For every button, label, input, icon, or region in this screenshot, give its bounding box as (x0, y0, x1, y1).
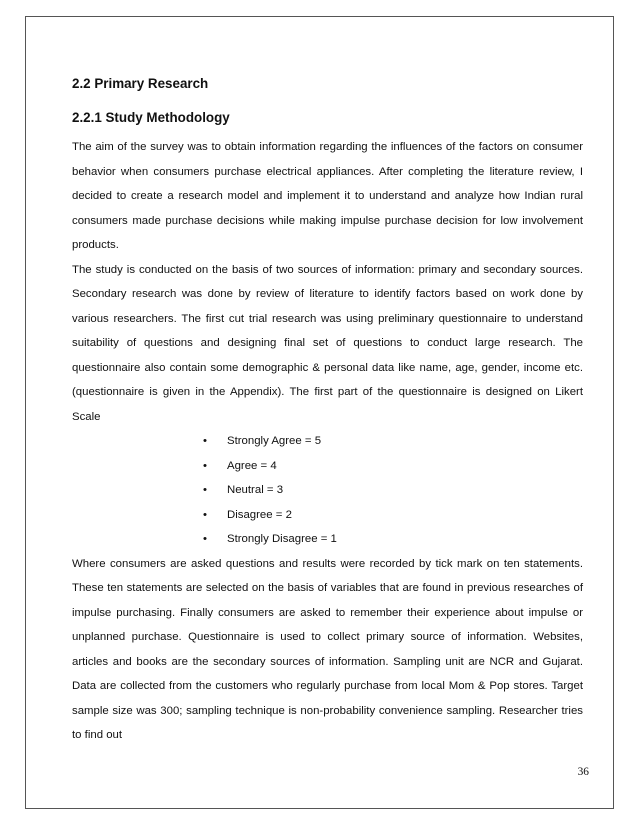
likert-scale-list (72, 429, 583, 552)
paragraph-aim: The aim of the survey was to obtain information regarding the influences of the factors on consumer behavior when consumers purchase electrical appliances. After completing the literature review, I decided to create a research model and implement it to understand and analyze how Indian rural consumers made purchase decisions while making impulse purchase decision for low involvement products. (72, 141, 583, 251)
paragraph-procedure: Where consumers are asked questions and results were recorded by tick mark on ten statements. These ten statements are selected on the basis of variables that are found in previous researches of impulse purchasing. Finally consumers are asked to remember their experience about impulse or unplanned purchase. Questionnaire is used to collect primary source of information. Websites, articles and books are the secondary sources of information. Sampling unit are NCR and Gujarat. Data are collected from the customers who regularly purchase from local Mom & Pop stores. Target sample size was 300; sampling technique is non-probability convenience sampling. Researcher tries to find out (72, 557, 583, 741)
likert-item: • Disagree = 2 (203, 503, 583, 528)
likert-item: • Agree = 4 (203, 454, 583, 479)
paragraph-sources: The study is conducted on the basis of two sources of information: primary and secondary sources. Secondary research was done by review of literature to identify factors based on work done by various researchers. The first cut trial research was using preliminary questionnaire to understand suitability of questions and designing final set of questions to conduct large research. The questionnaire also contain some demographic & personal data like name, age, gender, income etc. (questionnaire is given in the Appendix). The first part of the questionnaire is designed on Likert Scale (72, 263, 583, 423)
document-page (25, 16, 614, 809)
page-content (72, 75, 583, 748)
section-title: 2.2 Primary Research (72, 76, 209, 91)
subsection-title: 2.2.1 Study Methodology (72, 110, 230, 125)
likert-item: • Strongly Agree = 5 (203, 429, 583, 454)
likert-item: • Neutral = 3 (203, 478, 583, 503)
likert-item: • Strongly Disagree = 1 (203, 527, 583, 552)
page-number: 36 (577, 766, 589, 778)
